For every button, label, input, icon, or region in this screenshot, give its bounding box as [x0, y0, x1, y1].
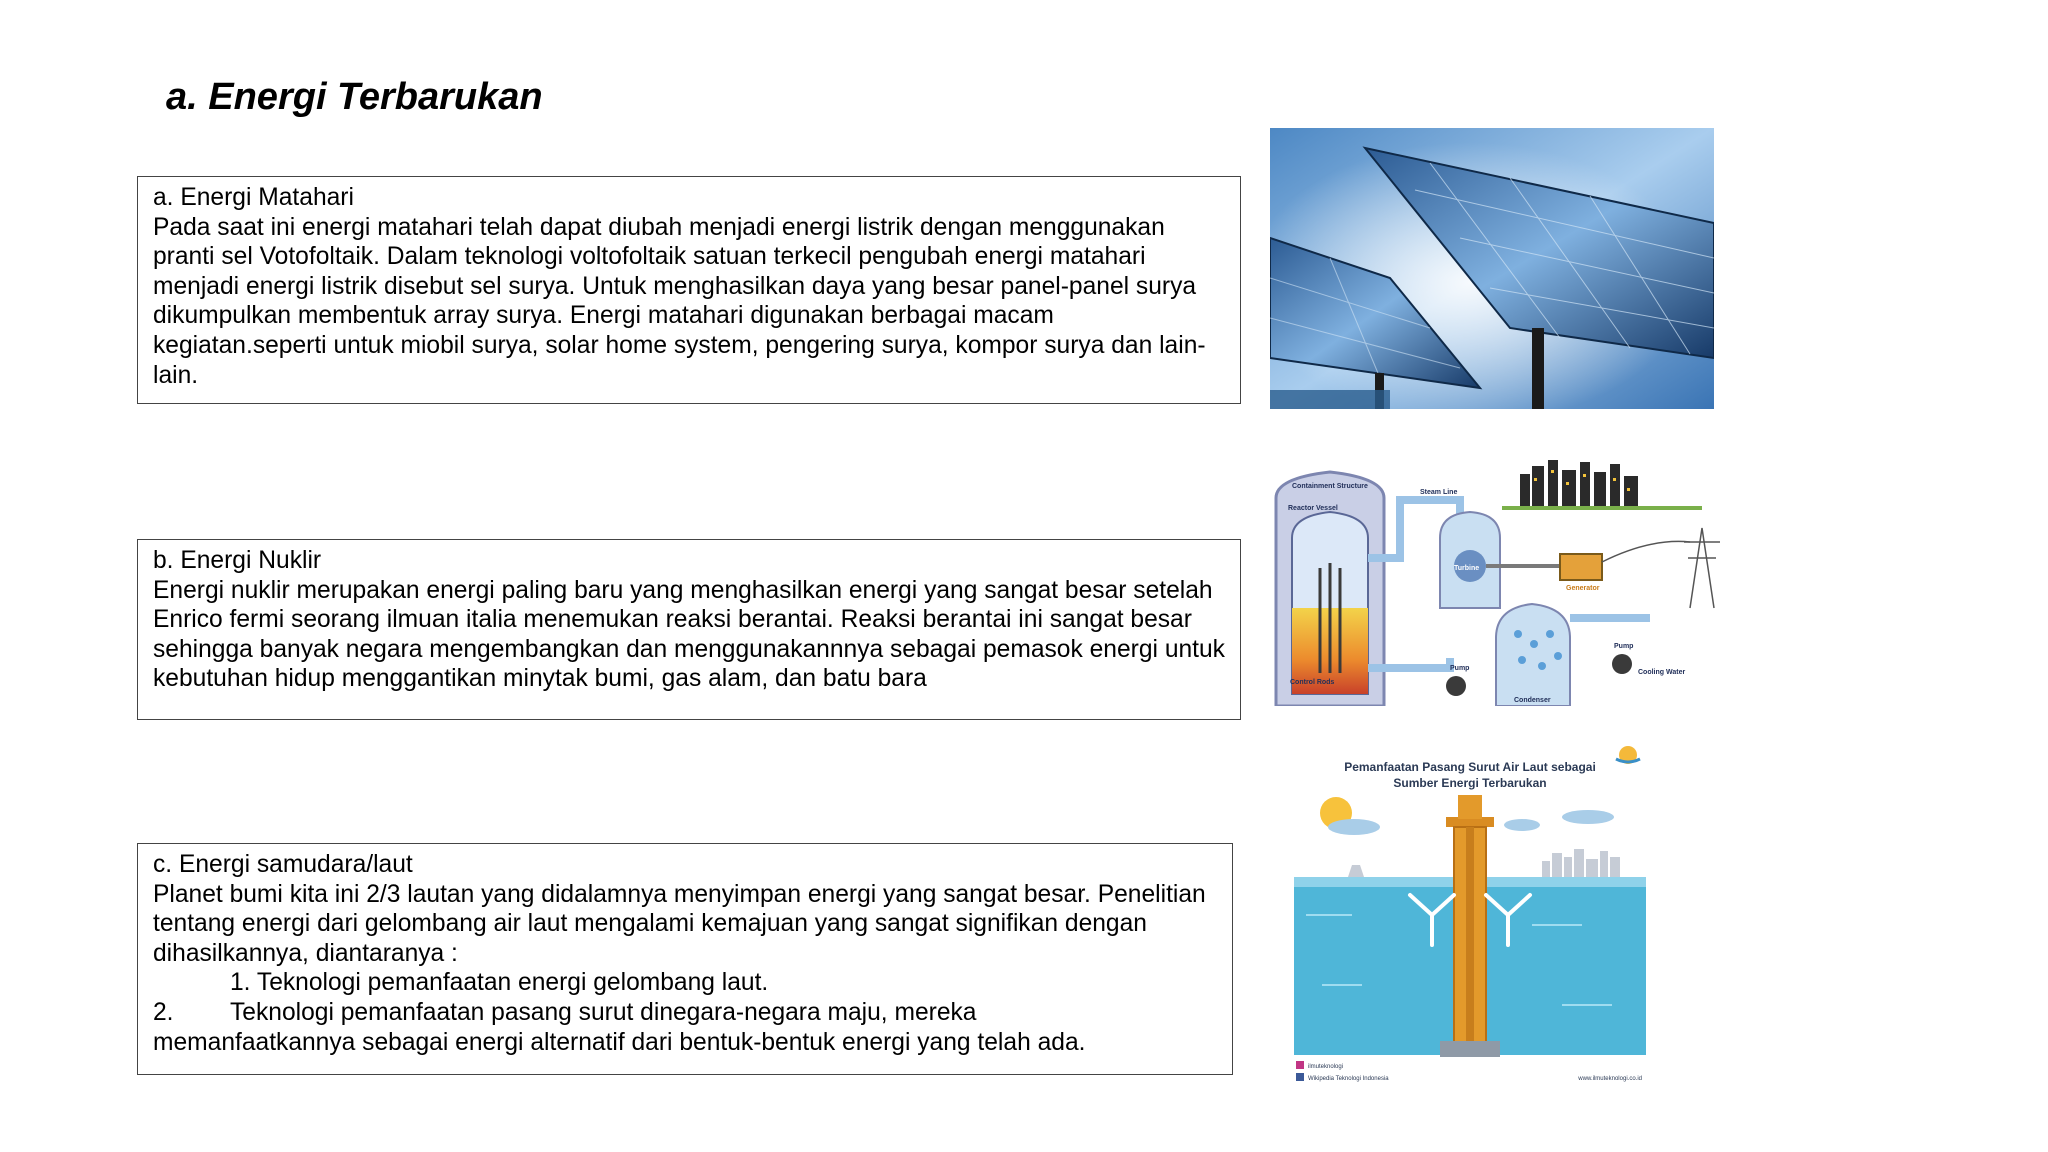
facebook-icon — [1296, 1073, 1304, 1081]
label-generator: Generator — [1566, 585, 1600, 592]
label-containment: Containment Structure — [1292, 483, 1368, 490]
cloud-icon — [1328, 819, 1380, 835]
section-nuclear-heading: b. Energi Nuklir — [153, 547, 322, 574]
instagram-icon — [1296, 1061, 1304, 1069]
footer-instagram: ilmuteknologi — [1308, 1064, 1344, 1070]
label-cooling-water: Cooling Water — [1638, 669, 1686, 676]
section-ocean-body: Planet bumi kita ini 2/3 lautan yang didalamnya menyimpan energi yang sangat besar. Penelitian tentang energi dari gelombang air laut mengalami kemajuan yang sangat signifikan dengan dihasilkannya, diantaranya : — [153, 880, 1206, 967]
solar-panel-illustration — [1270, 128, 1714, 409]
ocean-list-item-2-text: Teknologi pemanfaatan pasang surut dinegara-negara maju, mereka — [230, 998, 977, 1026]
label-steam-line: Steam Line — [1420, 489, 1458, 496]
label-reactor-vessel: Reactor Vessel — [1288, 505, 1338, 512]
label-pump-2: Pump — [1614, 643, 1634, 650]
label-pump-1: Pump — [1450, 665, 1470, 672]
section-ocean-heading: c. Energi samudara/laut — [153, 851, 413, 878]
nuclear-plant-diagram — [1270, 458, 1732, 706]
nuclear-diagram-illustration — [1270, 458, 1732, 706]
label-control-rods: Control Rods — [1290, 679, 1335, 686]
section-solar-body: Pada saat ini energi matahari telah dapat diubah menjadi energi listrik dengan menggunakan pranti sel Votofoltaik. Dalam teknologi voltofoltaik satuan terkecil pengubah energi matahari menjadi energi listrik disebut sel surya. Untuk menghasilkan daya yang besar panel-panel surya dikumpulkan membentuk array surya. Energi matahari digunakan berbagai macam kegiatan.seperti untuk miobil surya, solar home system, pengering surya, kompor surya dan lain-lain. — [153, 213, 1206, 389]
tidal-title-line2: Sumber Energi Terbarukan — [1393, 776, 1547, 790]
label-condenser: Condenser — [1514, 697, 1551, 704]
section-nuclear-box — [137, 539, 1241, 720]
section-nuclear-body: Energi nuklir merupakan energi paling baru yang menghasilkan energi yang sangat besar setelah Enrico fermi seorang ilmuan italia menemukan reaksi berantai. Reaksi berantai ini sangat besar sehingga banyak negara mengembangkan dan menggunakannnya sebagai pemasok energi untuk kebutuhan hidup menggantikan minytak bumi, gas alam, dan batu bara — [153, 576, 1225, 693]
tidal-energy-infographic — [1282, 735, 1658, 1087]
tidal-illustration — [1282, 735, 1658, 1087]
label-turbine: Turbine — [1454, 565, 1480, 572]
footer-url: www.ilmuteknologi.co.id — [1578, 1076, 1642, 1082]
section-ocean-tail: memanfaatkannya sebagai energi alternatif dari bentuk-bentuk energi yang telah ada. — [153, 1028, 1086, 1056]
ocean-list-item-1: 1. Teknologi pemanfaatan energi gelombang laut. — [230, 969, 769, 997]
ocean-list-item-2-number: 2. — [153, 998, 174, 1026]
footer-facebook: Wikipedia Teknologi Indonesia — [1308, 1076, 1389, 1082]
tidal-title-line1: Pemanfaatan Pasang Surut Air Laut sebagai — [1344, 760, 1596, 774]
ocean-list-item-2 — [153, 998, 1217, 1028]
section-solar-heading: a. Energi Matahari — [153, 184, 354, 211]
section-ocean-box — [137, 843, 1233, 1075]
section-solar-box — [137, 176, 1241, 404]
solar-panel-photo — [1270, 128, 1714, 409]
slide-title: a. Energi Terbarukan — [166, 76, 543, 118]
